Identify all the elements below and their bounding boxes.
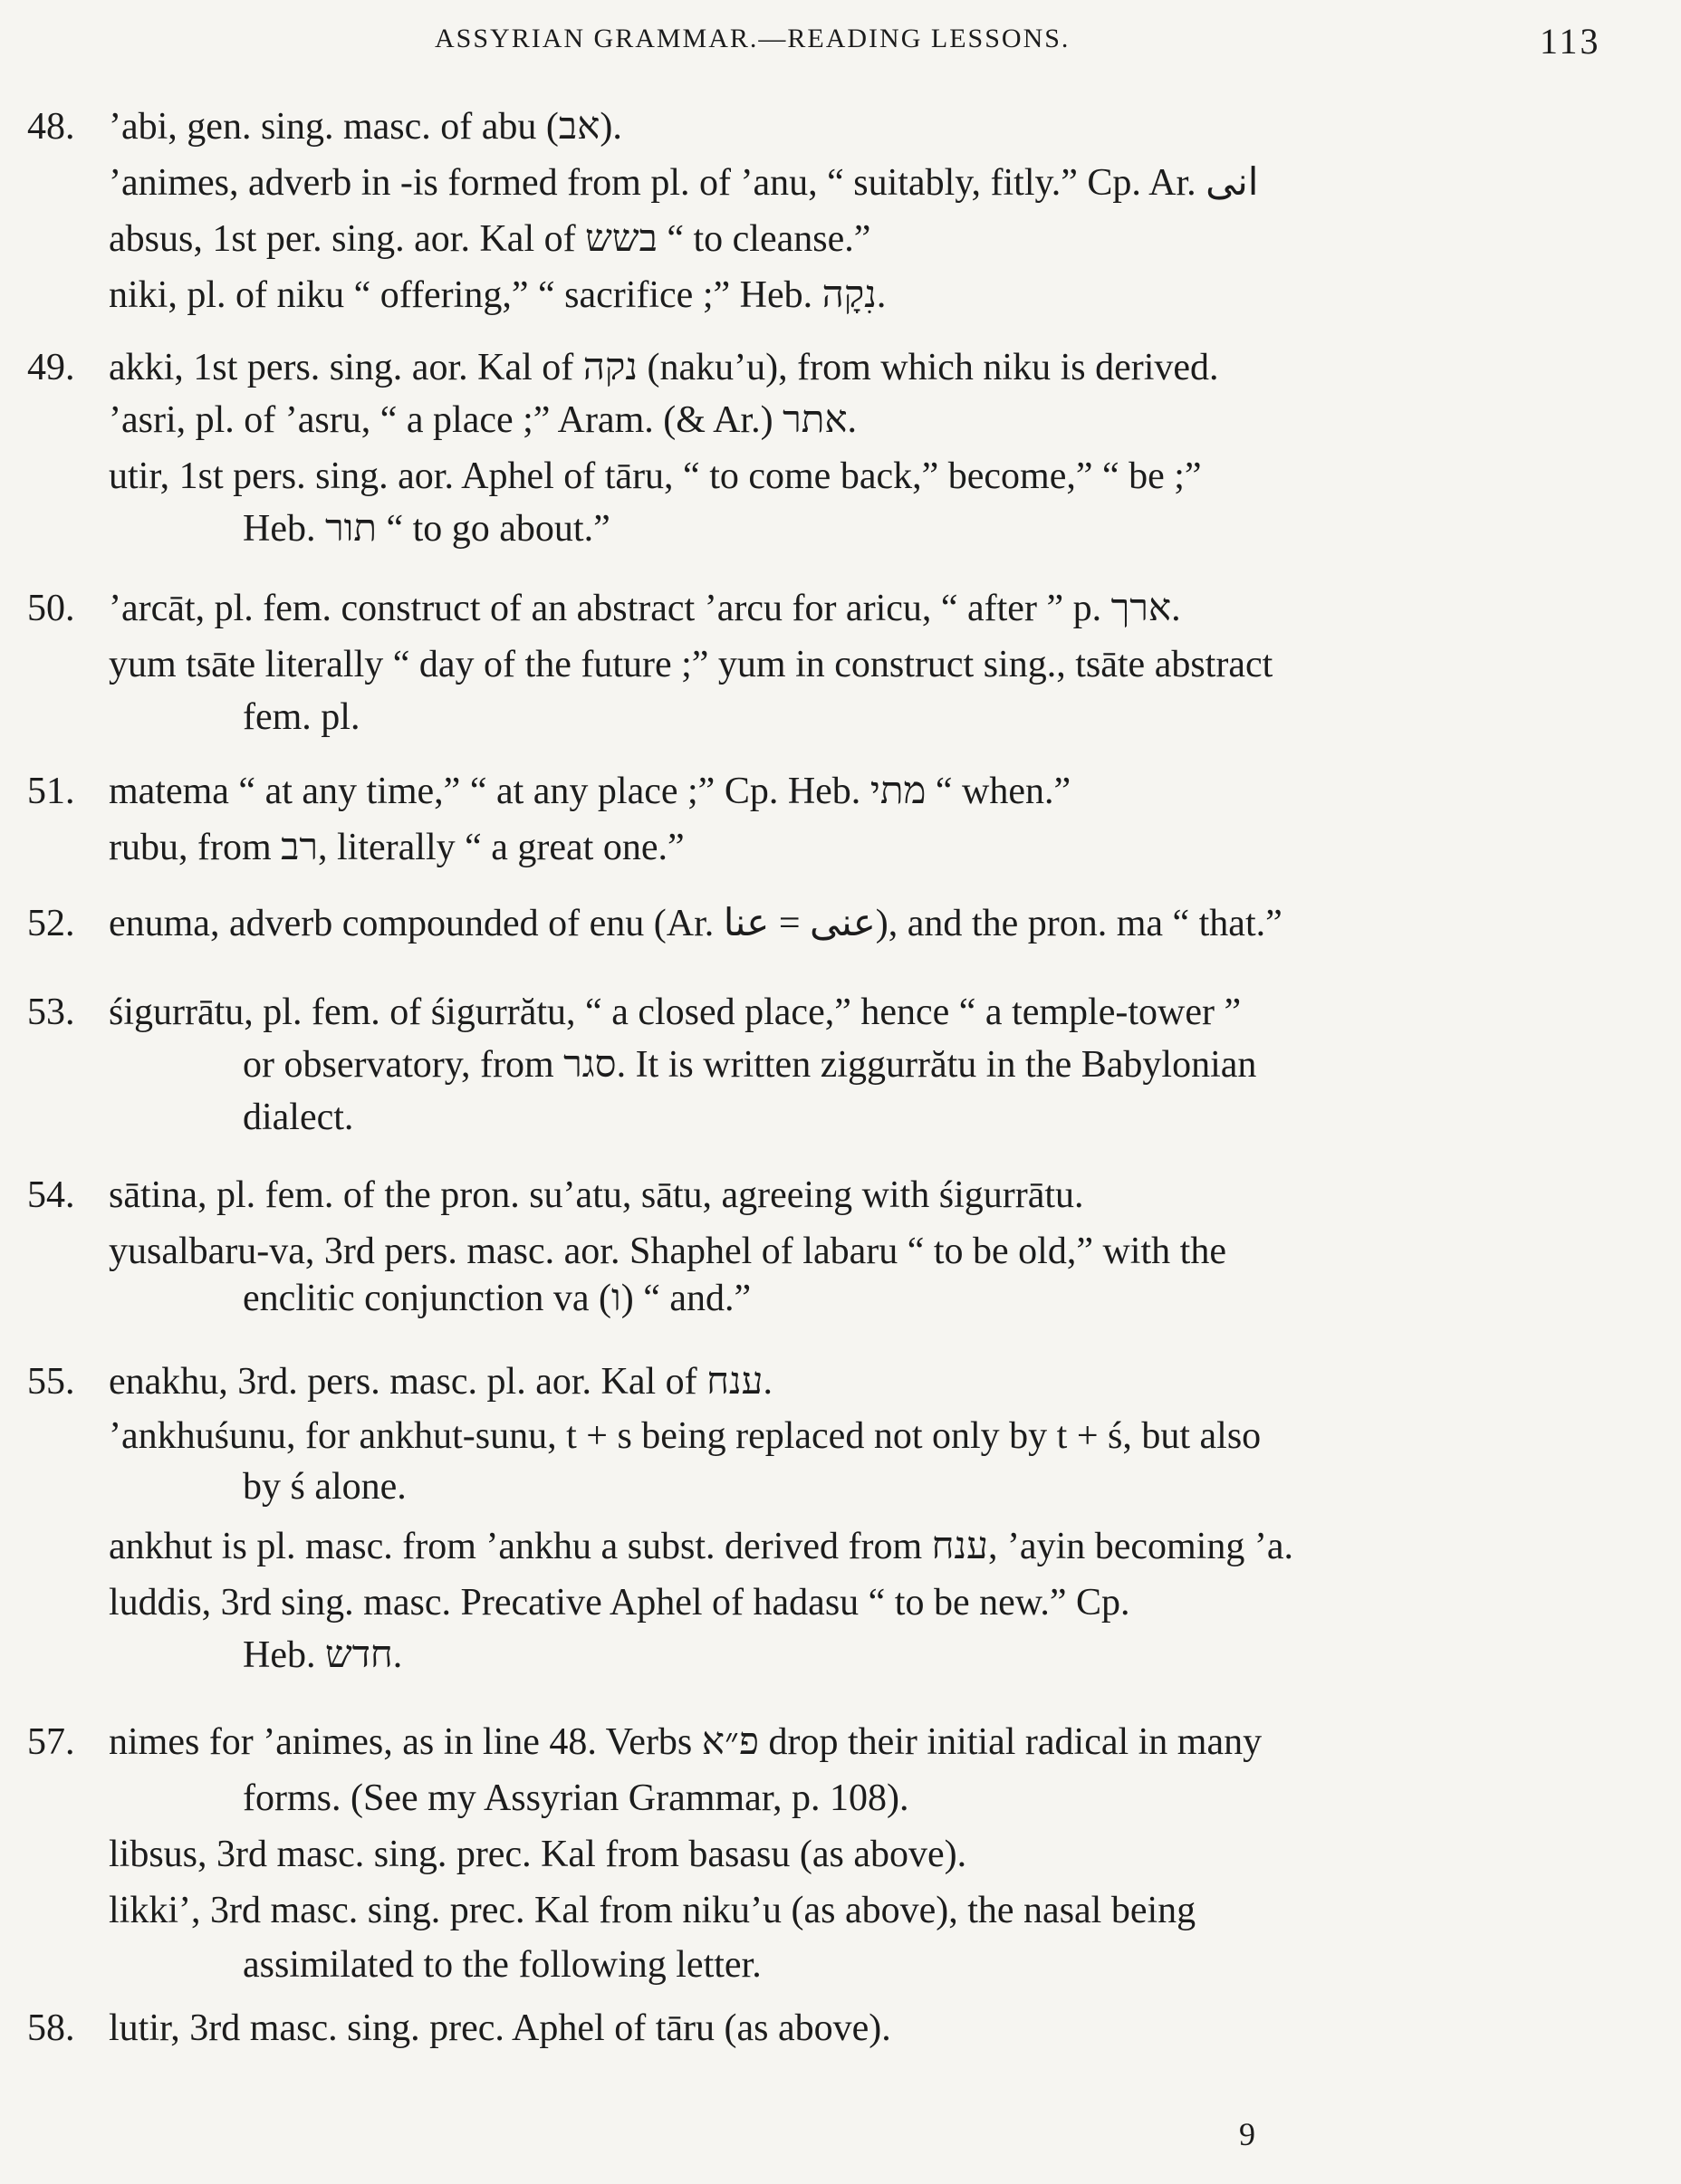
entry-line: śigurrātu, pl. fem. of śigurrătu, “ a closed place,” hence “ a temple-tower ” [109, 991, 1242, 1033]
entry-line: akki, 1st pers. sing. aor. Kal of נקה (naku’u), from which niku is derived. [109, 347, 1219, 388]
entry-number: 54. [27, 1174, 75, 1216]
entry-line: ’abi, gen. sing. masc. of abu (אב). [109, 106, 622, 148]
entry-line: dialect. [243, 1097, 354, 1138]
entry-number: 53. [27, 991, 75, 1033]
entry-number: 58. [27, 2007, 75, 2049]
entry-number: 57. [27, 1721, 75, 1763]
entry-number: 49. [27, 347, 75, 388]
entry-line: fem. pl. [243, 696, 360, 738]
header-title: ASSYRIAN GRAMMAR.—READING LESSONS. [435, 24, 1071, 53]
entry-line: assimilated to the following letter. [243, 1944, 762, 1986]
entry-line: enclitic conjunction va (ו) “ and.” [243, 1278, 752, 1319]
entry-line: yusalbaru-va, 3rd pers. masc. aor. Shaphel of labaru “ to be old,” with the [109, 1231, 1226, 1272]
signature-mark: 9 [1239, 2116, 1255, 2152]
entry-line: Heb. חדש. [243, 1634, 403, 1676]
entry-number: 52. [27, 903, 75, 944]
entry-number: 55. [27, 1361, 75, 1403]
entry-line: nimes for ’animes, as in line 48. Verbs פ״א drop their initial radical in many [109, 1721, 1263, 1763]
entry-line: or observatory, from סגר. It is written ziggurrătu in the Babylonian [243, 1044, 1257, 1086]
entry-line: yum tsāte literally “ day of the future ;” yum in construct sing., tsāte abstract [109, 644, 1273, 685]
entry-line: by ś alone. [243, 1466, 407, 1508]
entry-line: enakhu, 3rd. pers. masc. pl. aor. Kal of ענח. [109, 1361, 773, 1403]
entry-line: ’arcāt, pl. fem. construct of an abstract ’arcu for aricu, “ after ” p. ארך. [109, 588, 1181, 629]
entry-line: libsus, 3rd masc. sing. prec. Kal from basasu (as above). [109, 1834, 967, 1875]
entry-line: forms. (See my Assyrian Grammar, p. 108). [243, 1777, 909, 1819]
entry-line: luddis, 3rd sing. masc. Precative Aphel of hadasu “ to be new.” Cp. [109, 1582, 1130, 1624]
entry-line: enuma, adverb compounded of enu (Ar. عنى = عنا), and the pron. ma “ that.” [109, 903, 1282, 944]
entry-line: absus, 1st per. sing. aor. Kal of בשש “ to cleanse.” [109, 218, 871, 260]
entry-line: sātina, pl. fem. of the pron. su’atu, sātu, agreeing with śigurrātu. [109, 1174, 1084, 1216]
entry-line: utir, 1st pers. sing. aor. Aphel of tāru, “ to come back,” become,” “ be ;” [109, 455, 1202, 497]
page-number: 113 [1540, 21, 1601, 62]
entry-line: Heb. תור “ to go about.” [243, 508, 610, 550]
entry-number: 48. [27, 106, 75, 148]
entry-line: ’asri, pl. of ’asru, “ a place ;” Aram. (& Ar.) אתר. [109, 399, 858, 441]
entry-line: ’ankhuśunu, for ankhut-sunu, t + s being replaced not only by t + ś, but also [109, 1415, 1262, 1457]
entry-line: matema “ at any time,” “ at any place ;” Cp. Heb. מתי “ when.” [109, 771, 1071, 812]
entry-line: lutir, 3rd masc. sing. prec. Aphel of tāru (as above). [109, 2007, 891, 2049]
entry-line: ’animes, adverb in -is formed from pl. of ’anu, “ suitably, fitly.” Cp. Ar. انى [109, 162, 1259, 204]
entry-number: 50. [27, 588, 75, 629]
entry-line: ankhut is pl. masc. from ’ankhu a subst. derived from ענח, ’ayin becoming ’a. [109, 1526, 1293, 1567]
entry-line: likki’, 3rd masc. sing. prec. Kal from niku’u (as above), the nasal being [109, 1890, 1196, 1931]
entry-number: 51. [27, 771, 75, 812]
entry-line: niki, pl. of niku “ offering,” “ sacrifice ;” Heb. נִקָה. [109, 274, 887, 316]
entry-line: rubu, from רב, literally “ a great one.” [109, 827, 685, 868]
running-header [0, 20, 1681, 74]
